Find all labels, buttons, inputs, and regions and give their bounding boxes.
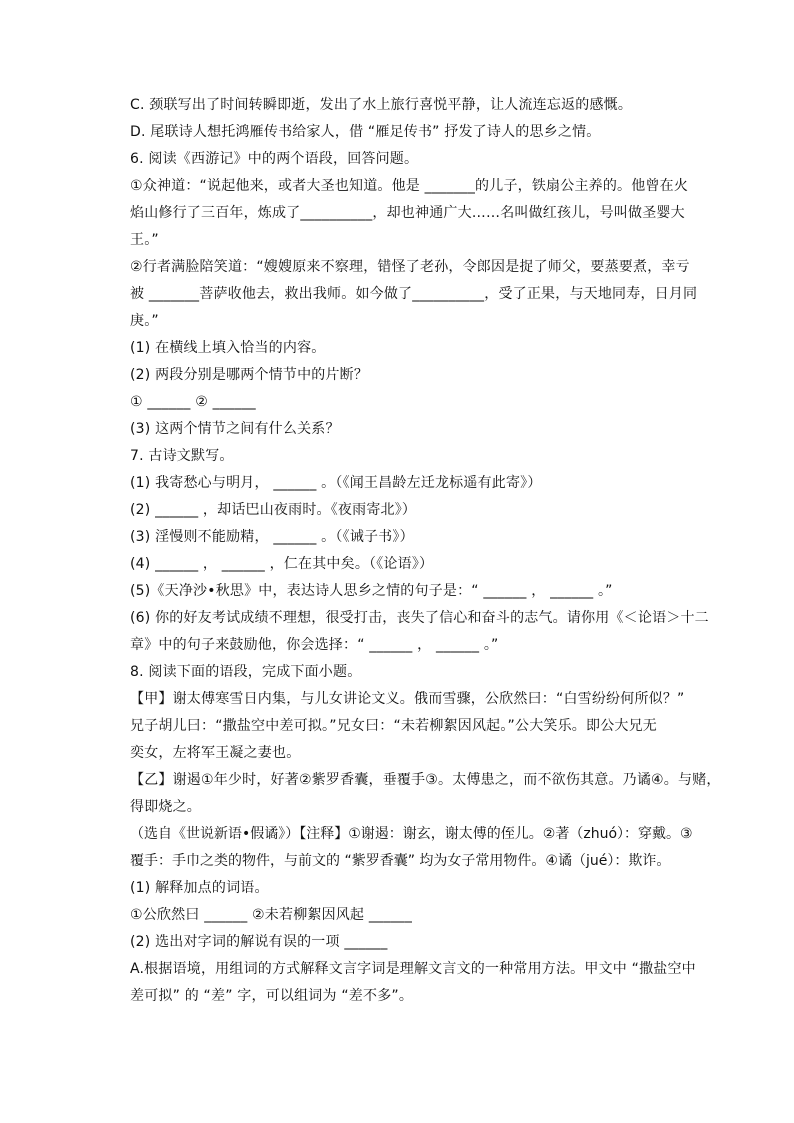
sub-question: (4) ______ ， ______ ，仁在其中矣。（《论语》）: [130, 556, 434, 572]
question-heading: 7. 古诗文默写。: [130, 448, 234, 464]
text-line: 得即烧之。: [130, 799, 201, 815]
text-line: 焰山修行了三百年，炼成了__________，却也神通广大……名叫做红孩儿，号叫做圣婴大: [130, 205, 685, 221]
text-line: 王。”: [130, 232, 159, 248]
text-line: 兄子胡儿曰：“撒盐空中差可拟。”兄女曰：“未若柳絮因风起。”公大笑乐。即公大兄无: [130, 718, 658, 734]
sub-question: (1) 在横线上填入恰当的内容。: [130, 340, 326, 356]
sub-question: (1) 解释加点的词语。: [130, 880, 269, 896]
sub-question: (2) ______ ，却话巴山夜雨时。《夜雨寄北》）: [130, 502, 417, 518]
annotation-line: （选自《世说新语•假谲》）【注释】①谢遏：谢玄，谢太傅的侄儿。②著（zhuó）：穿戴。③: [130, 826, 693, 842]
question-heading: 8. 阅读下面的语段，完成下面小题。: [130, 664, 362, 680]
sub-question: (3) 这两个情节之间有什么关系？: [130, 421, 340, 437]
text-line: ①众神道：“说起他来，或者大圣也知道。他是 _______的儿子，铁扇公主养的。他曾在火: [130, 178, 689, 194]
answer-blanks: ①公欣然曰 ______ ②未若柳絮因风起 ______: [130, 907, 413, 923]
document-body: [130, 92, 721, 1010]
text-line: 章》中的句子来鼓励他，你会选择：“ ______ ， ______ 。”: [130, 637, 499, 653]
sub-question: (5)《天净沙•秋思》中，表达诗人思乡之情的句子是：“ ______ ， ______ 。”: [130, 583, 613, 599]
text-line: 【甲】谢太傅寒雪日内集，与儿女讲论文义。俄而雪骤，公欣然曰：“白雪纷纷何所似？”: [130, 691, 685, 707]
text-line: 奕女，左将军王凝之妻也。: [130, 745, 301, 761]
text-line: C. 颈联写出了时间转瞬即逝，发出了水上旅行喜悦平静，让人流连忘返的感慨。: [130, 97, 633, 113]
sub-question: (2) 两段分别是哪两个情节中的片断？: [130, 367, 369, 383]
text-line: 庚。”: [130, 313, 159, 329]
sub-question: (1) 我寄愁心与明月， ______ 。（《闻王昌龄左迁龙标遥有此寄》）: [130, 475, 542, 491]
option-line: 差可拟” 的 “差” 字，可以组词为 “差不多”。: [130, 988, 414, 1004]
text-line: 被 _______菩萨收他去，救出我师。如今做了__________，受了正果，与天地同寿，日月同: [130, 286, 698, 302]
question-heading: 6. 阅读《西游记》中的两个语段，回答问题。: [130, 151, 419, 167]
text-line: 【乙】谢遏①年少时，好著②紫罗香囊，垂覆手③。太傅患之，而不欲伤其意。乃谲④。与赌，: [130, 772, 721, 788]
answer-blanks: ① ______ ② ______: [130, 394, 256, 410]
sub-question: (2) 选出对字词的解说有误的一项 ______: [130, 934, 388, 950]
sub-question: (3) 淫慢则不能励精， ______ 。（《诫子书》）: [130, 529, 414, 545]
text-line: D. 尾联诗人想托鸿雁传书给家人，借 “雁足传书” 抒发了诗人的思乡之情。: [130, 124, 601, 140]
option-line: A.根据语境，用组词的方式解释文言字词是理解文言文的一种常用方法。甲文中 “撒盐空中: [130, 961, 696, 977]
sub-question: (6) 你的好友考试成绩不理想，很受打击，丧失了信心和奋斗的志气。请你用《＜论语＞十二: [130, 610, 709, 626]
annotation-line: 覆手：手巾之类的物件，与前文的 “紫罗香囊” 均为女子常用物件。④谲（jué）：欺诈。: [130, 853, 671, 869]
text-line: ②行者满脸陪笑道：“嫂嫂原来不察理，错怪了老孙，令郎因是捉了师父，要蒸要煮，幸亏: [130, 259, 690, 275]
